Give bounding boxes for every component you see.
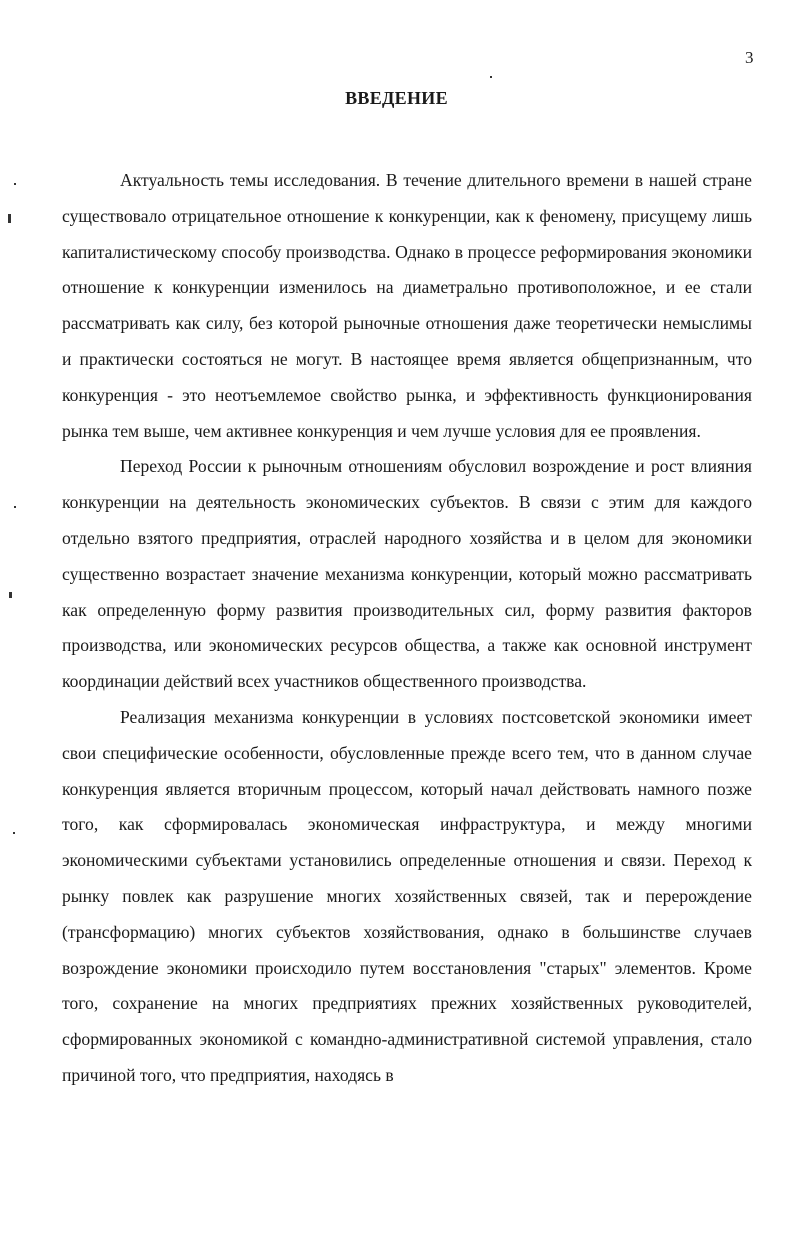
scan-speck	[13, 832, 15, 834]
paragraph-market-transition: Переход России к рыночным отношениям обусловил возрождение и рост влияния конкуренции на деятельность экономических субъектов. В связи с этим для каждого отдельно взятого предприятия, отраслей народного хозяйства и в целом для экономики существенно возрастает значение механизма конкуренции, который можно рассматривать как определенную форму развития производительных сил, форму развития факторов производства, или экономических ресурсов общества, а также как основной инструмент координации действий всех участников общественного производства.	[62, 456, 752, 692]
paragraph-post-soviet: Реализация механизма конкуренции в условиях постсоветской экономики имеет свои специфические особенности, обусловленные прежде всего тем, что в данном случае конкуренция является вторичным процессом, который начал действовать намного позже того, как сформировалась экономическая инфраструктура, и между многими экономическими субъектами установились определенные отношения и связи. Переход к рынку повлек как разрушение многих хозяйственных связей, так и перерождение (трансформацию) многих субъектов хозяйствования, однако в большинстве случаев возрождение экономики происходило путем восстановления "старых" элементов. Кроме того, сохранение на многих предприятиях прежних хозяйственных руководителей, сформированных экономикой с командно-административной системой управления, стало причиной того, что предприятия, находясь в	[62, 706, 752, 1085]
scan-speck	[490, 76, 492, 78]
page-title: ВВЕДЕНИЕ	[345, 88, 448, 108]
page-number: 3	[745, 48, 754, 67]
scan-speck	[9, 592, 12, 598]
body-text	[62, 163, 752, 1094]
scan-speck	[14, 183, 16, 185]
paragraph-relevance: Актуальность темы исследования. В течение длительного времени в нашей стране существовало отрицательное отношение к конкуренции, как к феномену, присущему лишь капиталистическому способу производства. Однако в процессе реформирования экономики отношение к конкуренции изменилось на диаметрально противоположное, и ее стали рассматривать как силу, без которой рыночные отношения даже теоретически немыслимы и практически состояться не могут. В настоящее время является общепризнанным, что конкуренция - это неотъемлемое свойство рынка, и эффективность функционирования рынка тем выше, чем активнее конкуренция и чем лучше условия для ее проявления.	[62, 170, 752, 441]
scan-speck	[8, 214, 11, 223]
scan-speck	[14, 506, 16, 508]
